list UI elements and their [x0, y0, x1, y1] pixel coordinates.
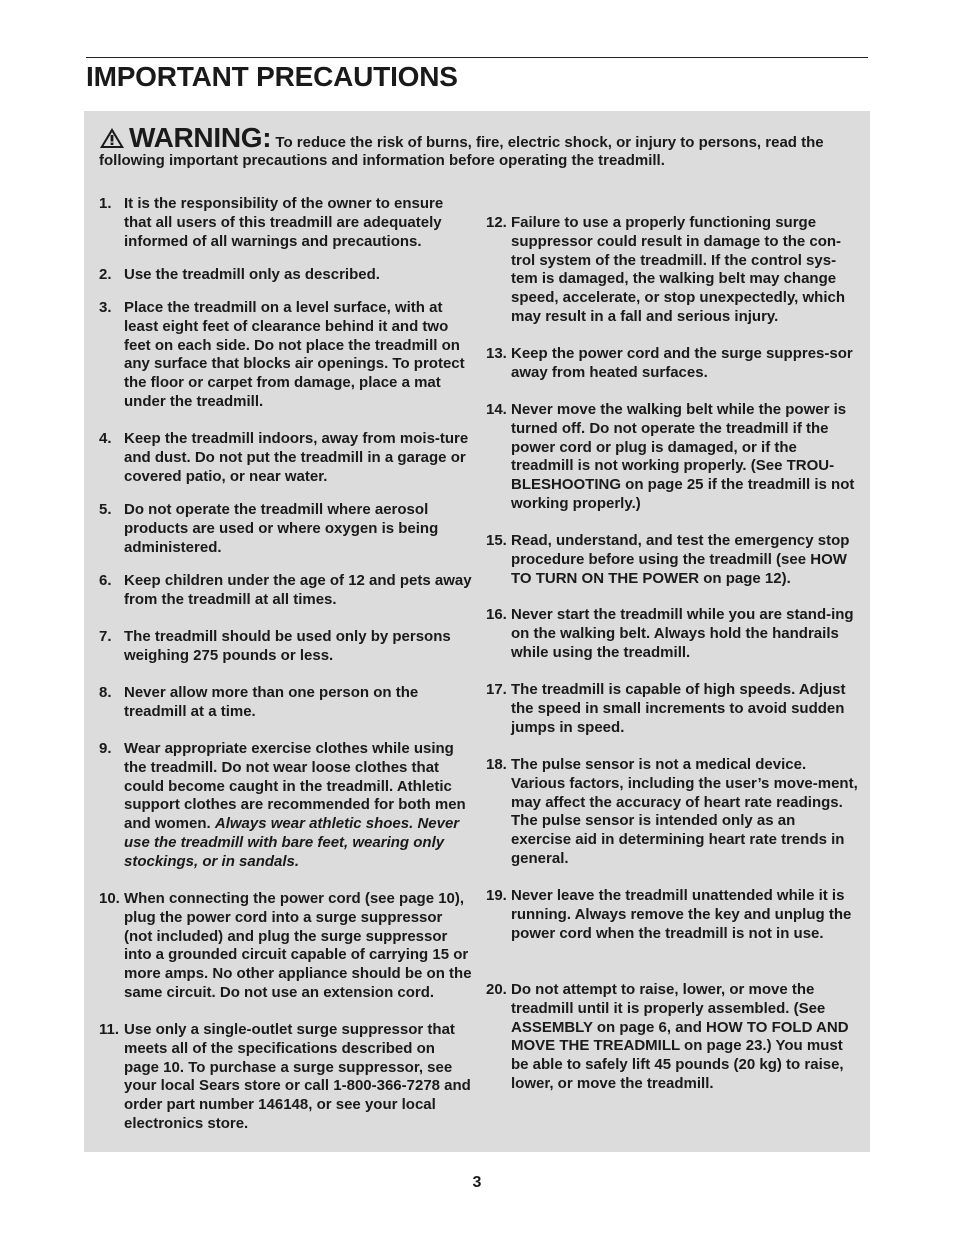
list-item: 4. Keep the treadmill indoors, away from mois-ture and dust. Do not put the treadmill in a garage or covered patio, or near water.	[99, 430, 469, 485]
list-item: 3. Place the treadmill on a level surface, with at least eight feet of clearance behind it and two feet on each side. Do not place the treadmill on any surface that blocks air openings. To protect the floor or carpet from damage, place a mat under the treadmill.	[99, 299, 465, 410]
page-title: IMPORTANT PRECAUTIONS	[86, 61, 458, 92]
list-item: 16. Never start the treadmill while you are stand-ing on the walking belt. Always hold the handrails while using the treadmill.	[486, 606, 854, 661]
list-item: 9. Wear appropriate exercise clothes while using the treadmill. Do not wear loose clothes that could become caught in the treadmill. Athletic support clothes are recommended for both men and women. Always wear athletic shoes. Never use the treadmill with bare feet, wearing only stockings, or in sandals.	[99, 740, 466, 870]
list-item: 6. Keep children under the age of 12 and pets away from the treadmill at all times.	[99, 572, 472, 608]
warning-triangle-icon	[99, 127, 125, 149]
warning-label: WARNING:	[129, 122, 272, 153]
list-item: 13. Keep the power cord and the surge suppres-sor away from heated surfaces.	[486, 345, 853, 381]
list-item: 8. Never allow more than one person on the treadmill at a time.	[99, 684, 419, 720]
list-item: 5. Do not operate the treadmill where aerosol products are used or where oxygen is being administered.	[99, 501, 439, 556]
list-item: 14. Never move the walking belt while the power is turned off. Do not operate the treadmill if the power cord or plug is damaged, or if the treadmill is not working properly. (See TROU-BLESHOOTING on page 25 if the treadmill is not working properly.)	[486, 401, 855, 512]
list-item: 15. Read, understand, and test the emergency stop procedure before using the treadmill (see HOW TO TURN ON THE POWER on page 12).	[486, 532, 850, 587]
list-item: 2. Use the treadmill only as described.	[99, 266, 380, 283]
list-item: 12. Failure to use a properly functioning surge suppressor could result in damage to the con-trol system of the treadmill. If the control sys-tem is damaged, the walking belt may change speed, accelerate, or stop unexpectedly, which may result in a fall and serious injury.	[486, 214, 846, 325]
list-item: 10. When connecting the power cord (see page 10), plug the power cord into a surge suppressor (not included) and plug the surge suppressor into a grounded circuit capable of carrying 15 or more amps. No other appliance should be on the same circuit. Do not use an extension cord.	[99, 890, 472, 1001]
top-rule	[86, 57, 868, 58]
warning-text: To reduce the risk of burns, fire, electric shock, or injury to persons, read the following important precautions and information before operating the treadmill.	[99, 134, 824, 169]
warning-intro	[99, 122, 854, 170]
list-item: 20. Do not attempt to raise, lower, or move the treadmill until it is properly assembled. (See ASSEMBLY on page 6, and HOW TO FOLD AND MOVE THE TREADMILL on page 23.) You must be able to safely lift 45 pounds (20 kg) to raise, lower, or move the treadmill.	[486, 981, 849, 1092]
list-item: 17. The treadmill is capable of high speeds. Adjust the speed in small increments to avoid sudden jumps in speed.	[486, 681, 846, 736]
warning-panel	[84, 111, 870, 1152]
list-item: 11. Use only a single-outlet surge suppressor that meets all of the specifications described on page 10. To purchase a surge suppressor, see your local Sears store or call 1-800-366-7278 and order part number 146148, or see your local electronics store.	[99, 1021, 471, 1132]
page-number: 3	[472, 1174, 482, 1191]
list-item: 7. The treadmill should be used only by persons weighing 275 pounds or less.	[99, 628, 451, 664]
list-item: 1. It is the responsibility of the owner to ensure that all users of this treadmill are adequately informed of all warnings and precautions.	[99, 195, 444, 250]
emphasis-text: Always wear athletic shoes. Never use the treadmill with bare feet, wearing only stockings, or in sandals.	[124, 815, 460, 870]
list-item: 18. The pulse sensor is not a medical device. Various factors, including the user’s move-ment, may affect the accuracy of heart rate readings. The pulse sensor is intended only as an exercise aid in determining heart rate trends in general.	[486, 756, 858, 867]
list-item: 19. Never leave the treadmill unattended while it is running. Always remove the key and unplug the power cord when the treadmill is not in use.	[486, 887, 852, 942]
